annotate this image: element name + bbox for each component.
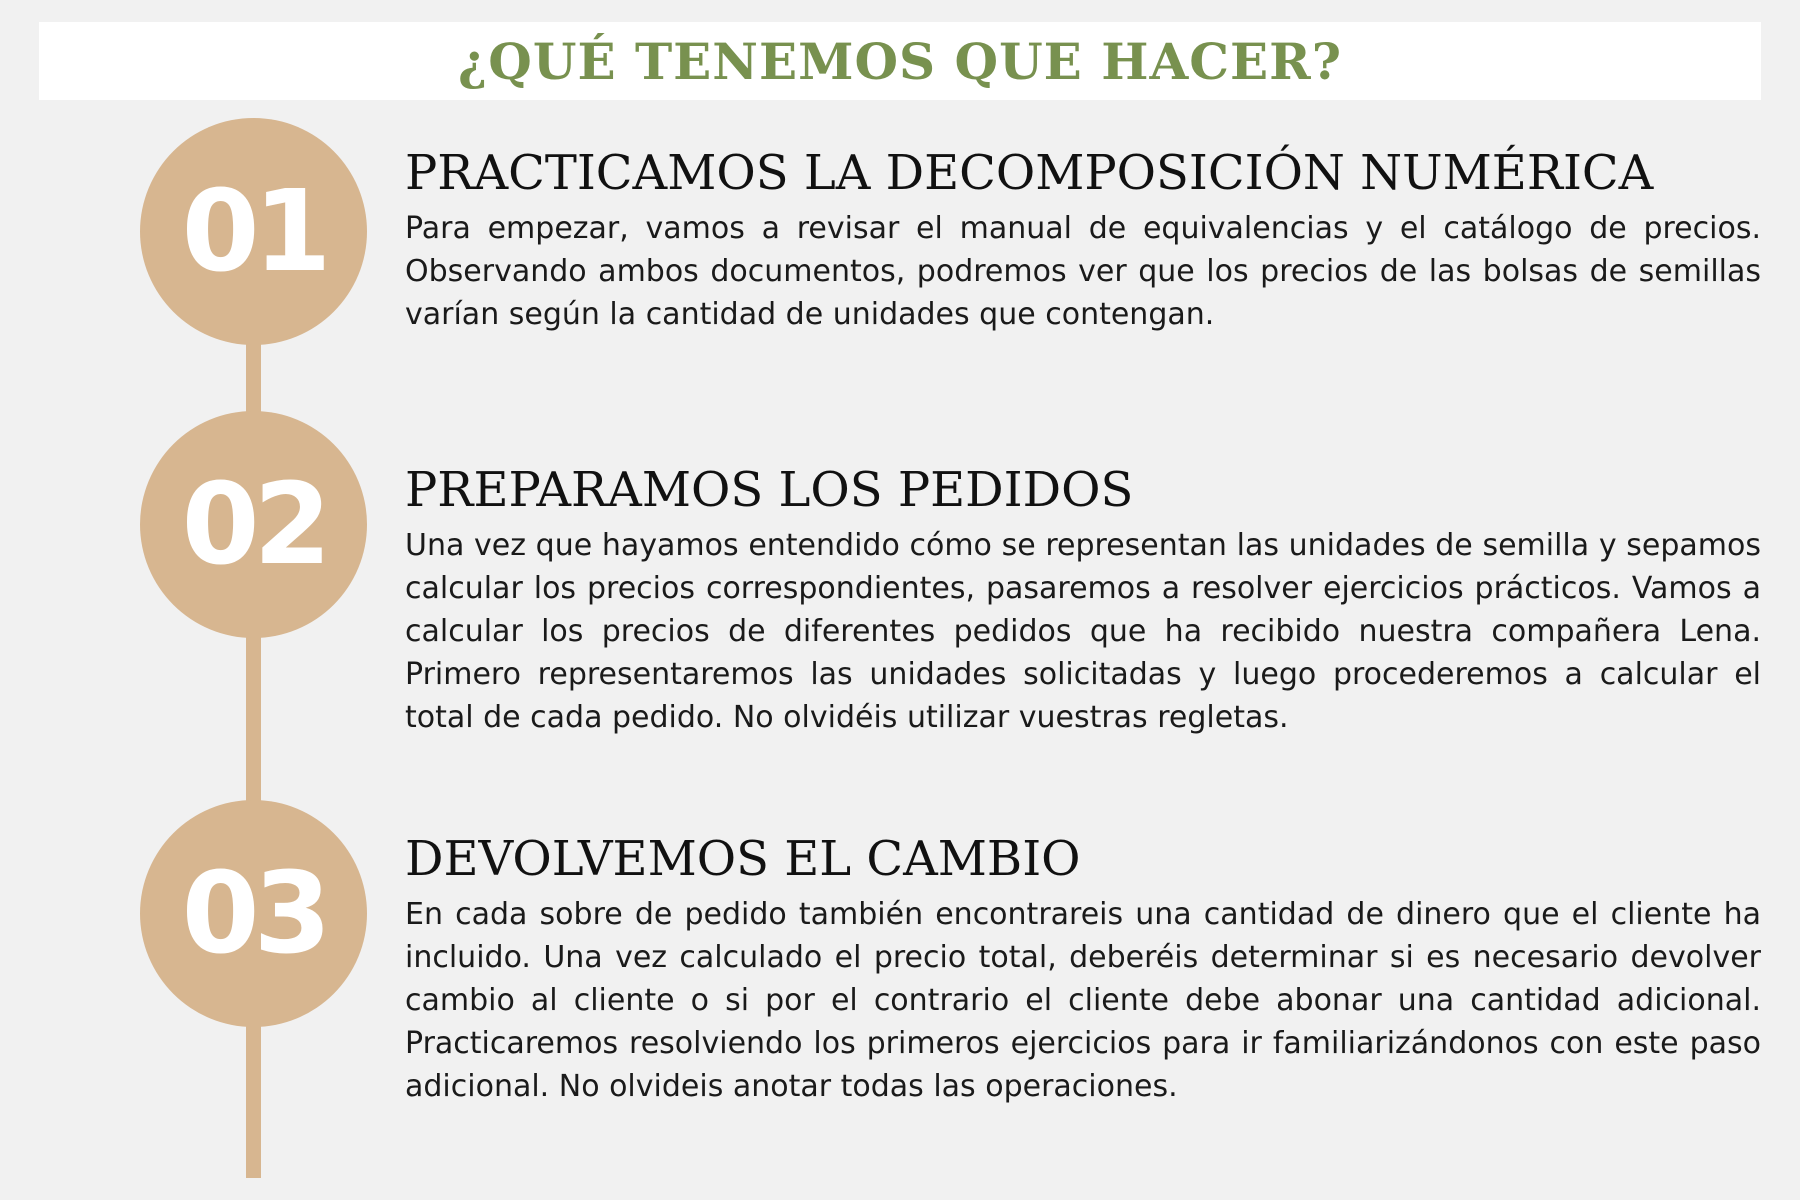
step-3-number: 03 xyxy=(181,848,326,979)
page-title: ¿QUÉ TENEMOS QUE HACER? xyxy=(458,31,1342,91)
step-1-content xyxy=(405,146,1761,336)
step-1-circle xyxy=(140,118,367,345)
step-2-body: Una vez que hayamos entendido cómo se representan las unidades de semilla y sepamos calcular los precios correspondientes, pasaremos a resolver ejercicios prácticos. Vamos a calcular los precios de diferentes pedidos que ha recibido nuestra compañera Lena. Primero representaremos las unidades solicitadas y luego procederemos a calcular el total de cada pedido. No olvidéis utilizar vuestras regletas. xyxy=(405,528,1761,736)
step-3-body: En cada sobre de pedido también encontrareis una cantidad de dinero que el cliente ha incluido. Una vez calculado el precio total, deberéis determinar si es necesario devolver cambio al cliente o si por el contrario el cliente debe abonar una cantidad adicional. Practicaremos resolviendo los primeros ejercicios para ir familiarizándonos con este paso adicional. No olvideis anotar todas las operaciones. xyxy=(405,897,1761,1105)
step-2-content xyxy=(405,463,1761,739)
step-2-circle xyxy=(140,411,367,638)
step-3-heading: DEVOLVEMOS EL CAMBIO xyxy=(405,831,1081,887)
step-2-heading: PREPARAMOS LOS PEDIDOS xyxy=(405,462,1134,518)
step-3-circle xyxy=(140,800,367,1027)
step-1-number: 01 xyxy=(181,166,326,297)
title-banner xyxy=(39,22,1761,100)
step-1-body: Para empezar, vamos a revisar el manual de equivalencias y el catálogo de precios. Observando ambos documentos, podremos ver que los precios de las bolsas de semillas varían según la cantidad de unidades que contengan. xyxy=(405,211,1761,333)
step-1-heading: PRACTICAMOS LA DECOMPOSICIÓN NUMÉRICA xyxy=(405,145,1654,201)
step-2-number: 02 xyxy=(181,459,326,590)
step-3-content xyxy=(405,832,1761,1108)
